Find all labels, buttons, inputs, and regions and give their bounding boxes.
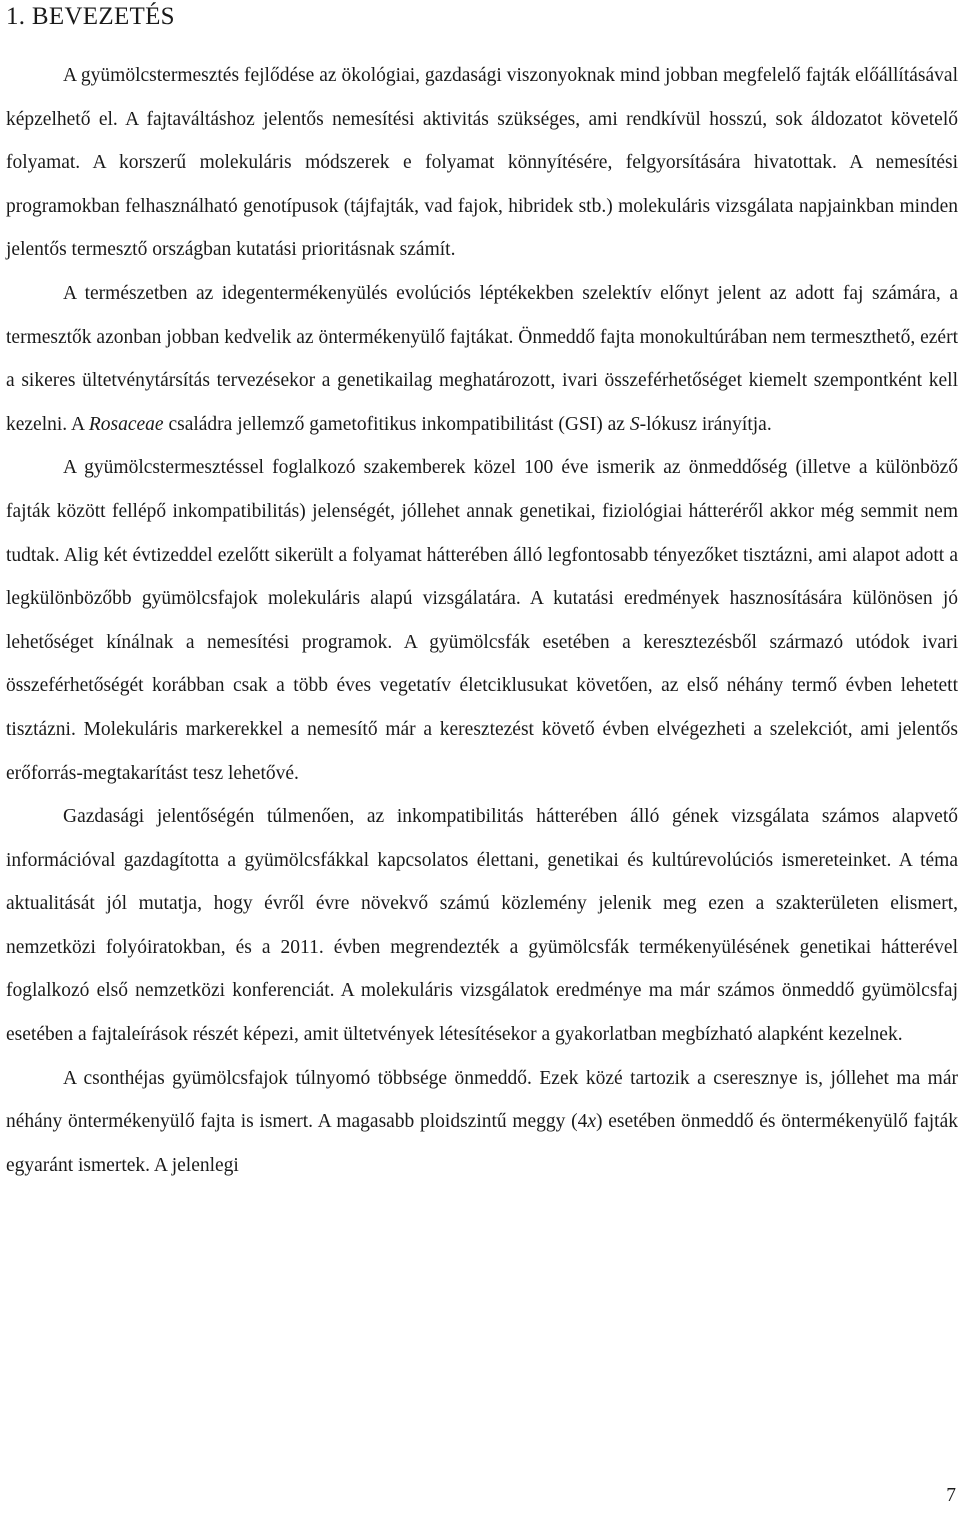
paragraph-significance <box>6 795 958 1057</box>
paragraph-intro <box>6 54 958 272</box>
paragraph-text: -lókusz irányítja. <box>639 413 772 435</box>
paragraph-text: ) esetében önmeddő és öntermékenyülő fajták egyaránt ismertek. A jelenlegi <box>6 1111 958 1176</box>
paragraph-text: családra jellemző gametofitikus inkompatibilitást (GSI) az <box>163 413 630 435</box>
paragraph-text: Gazdasági jelentőségén túlmenően, az inkompatibilitás hátterében álló gének vizsgálata számos alapvető információval gazdagította a gyümölcsfákkal kapcsolatos élettani, genetikai és kultúrevolúciós ismereteinket. A téma aktualitását jól mutatja, hogy évről évre növekvő számú közlemény jelenik meg ezen a szakterületen elismert, nemzetközi folyóiratokban, és a 2011. évben megrendezték a gyümölcsfák termékenyülésének genetikai hátterével foglalkozó első nemzetközi konferenciát. A molekuláris vizsgálatok eredménye ma már számos önmeddő gyümölcsfaj esetében a fajtaleírások részét képezi, amit ültetvények létesítésekor a gyakorlatban megbízható alapként kezelnek. <box>6 806 958 1046</box>
italic-term: x <box>587 1111 597 1133</box>
paragraph-text: A természetben az idegentermékenyülés evolúciós léptékekben szelektív előnyt jelent az adott faj számára, a termesztők azonban jobban kedvelik az öntermékenyülő fajtákat. Önmeddő fajta monokultúrában nem termeszthető, ezért a sikeres ültetvénytársítás tervezésekor a genetikailag meghatározott, ivari összeférhetőséget kiemelt szempontként kell kezelni. A <box>6 282 958 435</box>
chapter-heading: 1. BEVEZETÉS <box>6 3 175 30</box>
paragraph-text: A csonthéjas gyümölcsfajok túlnyomó többsége önmeddő. Ezek közé tartozik a cseresznye is, jóllehet ma már néhány öntermékenyülő fajta is ismert. A magasabb ploidszintű meggy (4 <box>6 1067 958 1133</box>
paragraph-incompatibility <box>6 272 958 446</box>
paragraph-stone-fruits <box>6 1057 958 1188</box>
page-number: 7 <box>946 1485 956 1506</box>
italic-term: Rosaceae <box>88 413 164 435</box>
paragraph-text: A gyümölcstermesztéssel foglalkozó szakemberek közel 100 éve ismerik az önmeddőség (illetve a különböző fajták között fellépő inkompatibilitás) jelenségét, jóllehet annak genetikai, fiziológiai hátteréről akkor még semmit nem tudtak. Alig két évtizeddel ezelőtt sikerült a folyamat hátterében álló legfontosabb tényezőket tisztázni, ami alapot adott a legkülönbözőbb gyümölcsfajok molekuláris alapú vizsgálatára. A kutatási eredmények hasznosítására különösen jó lehetőséget kínálnak a nemesítési programok. A gyümölcsfák esetében a keresztezésből származó utódok ivari összeférhetőségét korábban csak a több éves vegetatív életciklusukat követően, az első néhány termő évben lehetett tisztázni. Molekuláris markerekkel a nemesítő már a keresztezést követő évben elvégezheti a szelekciót, ami jelentős erőforrás-megtakarítást tesz lehetővé. <box>6 457 958 784</box>
italic-term: S <box>629 413 640 435</box>
paragraph-text: A gyümölcstermesztés fejlődése az ökológiai, gazdasági viszonyoknak mind jobban megfelelő fajták előállításával képzelhető el. A fajtaváltáshoz jelentős nemesítési aktivitás szükséges, ami rendkívül hosszú, sok áldozatot követelő folyamat. A korszerű molekuláris módszerek e folyamat könnyítésére, felgyorsítására hivatottak. A nemesítési programokban felhasználható genotípusok (tájfajták, vad fajok, hibridek stb.) molekuláris vizsgálata napjainkban minden jelentős termesztő országban kutatási prioritásnak számít. <box>6 65 958 261</box>
document-page <box>6 0 958 1187</box>
paragraph-history <box>6 446 958 795</box>
